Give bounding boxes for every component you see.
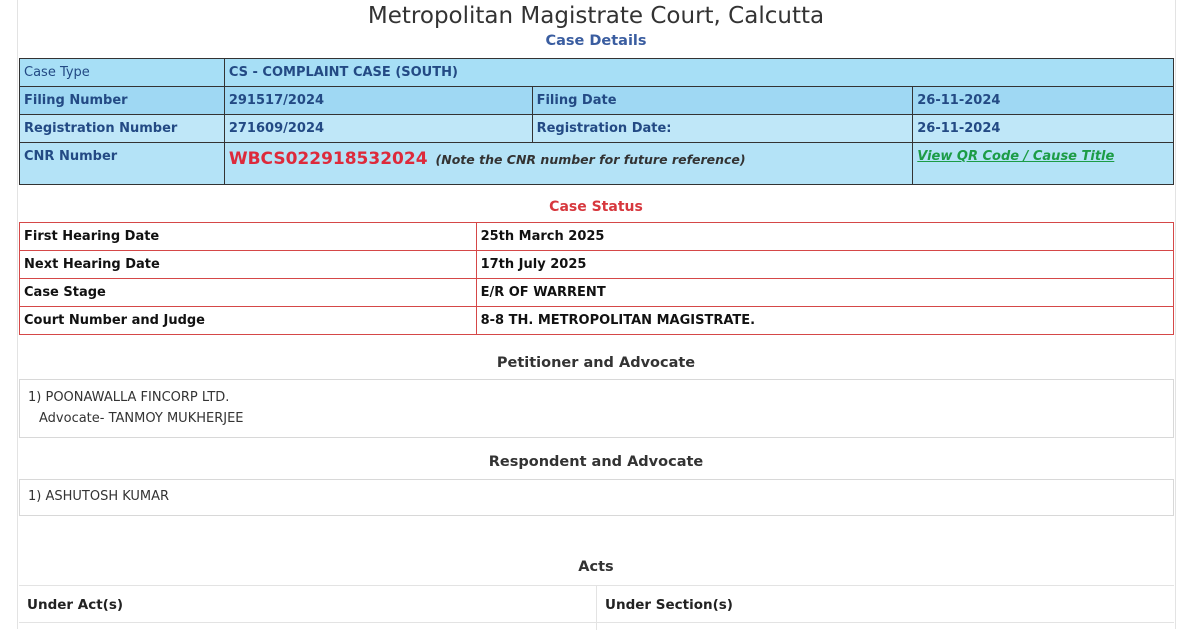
registration-date-value: 26-11-2024: [913, 115, 1174, 143]
status-value: 17th July 2025: [476, 251, 1173, 279]
status-value: 25th March 2025: [476, 223, 1173, 251]
cnr-label: CNR Number: [20, 143, 225, 185]
qr-cell: [913, 143, 1174, 185]
cnr-row: [20, 143, 1174, 185]
acts-heading: Acts: [578, 559, 614, 575]
status-label: Case Stage: [20, 279, 477, 307]
status-row: [20, 251, 1174, 279]
status-row: [20, 223, 1174, 251]
acts-table-header: [19, 585, 1174, 623]
status-label: Next Hearing Date: [20, 251, 477, 279]
petitioner-box: [19, 379, 1174, 438]
filing-row: [20, 87, 1174, 115]
filing-date-value: 26-11-2024: [913, 87, 1174, 115]
under-act-column: Under Act(s): [27, 597, 124, 613]
under-section-column: Under Section(s): [605, 597, 733, 613]
case-type-label: Case Type: [20, 59, 225, 87]
registration-number-value: 271609/2024: [224, 115, 532, 143]
petitioner-heading: Petitioner and Advocate: [496, 355, 696, 371]
petitioner-advocate: Advocate- TANMOY MUKHERJEE: [39, 411, 244, 426]
status-value: 8-8 TH. METROPOLITAN MAGISTRATE.: [476, 307, 1173, 335]
registration-number-label: Registration Number: [20, 115, 225, 143]
column-divider: [596, 586, 597, 630]
case-details-heading: Case Details: [545, 33, 647, 49]
registration-row: [20, 115, 1174, 143]
court-title: Metropolitan Magistrate Court, Calcutta: [367, 3, 825, 29]
respondent-box: [19, 479, 1174, 516]
respondent-heading: Respondent and Advocate: [488, 454, 704, 470]
case-type-value: CS - COMPLAINT CASE (SOUTH): [224, 59, 1173, 87]
view-qr-code-link[interactable]: View QR Code / Cause Title: [917, 149, 1115, 164]
cnr-cell: [224, 143, 912, 185]
cnr-note: (Note the CNR number for future reference): [435, 152, 746, 167]
status-label: First Hearing Date: [20, 223, 477, 251]
respondent-name: 1) ASHUTOSH KUMAR: [28, 489, 170, 504]
filing-date-label: Filing Date: [532, 87, 913, 115]
case-status-table: [19, 222, 1174, 335]
filing-number-label: Filing Number: [20, 87, 225, 115]
cnr-number: WBCS022918532024: [228, 149, 428, 169]
filing-number-value: 291517/2024: [224, 87, 532, 115]
status-label: Court Number and Judge: [20, 307, 477, 335]
case-details-table: [19, 58, 1174, 185]
status-value: E/R OF WARRENT: [476, 279, 1173, 307]
petitioner-name: 1) POONAWALLA FINCORP LTD.: [28, 390, 230, 405]
status-row: [20, 307, 1174, 335]
case-type-row: [20, 59, 1174, 87]
registration-date-label: Registration Date:: [532, 115, 913, 143]
case-status-heading: Case Status: [549, 199, 643, 215]
status-row: [20, 279, 1174, 307]
